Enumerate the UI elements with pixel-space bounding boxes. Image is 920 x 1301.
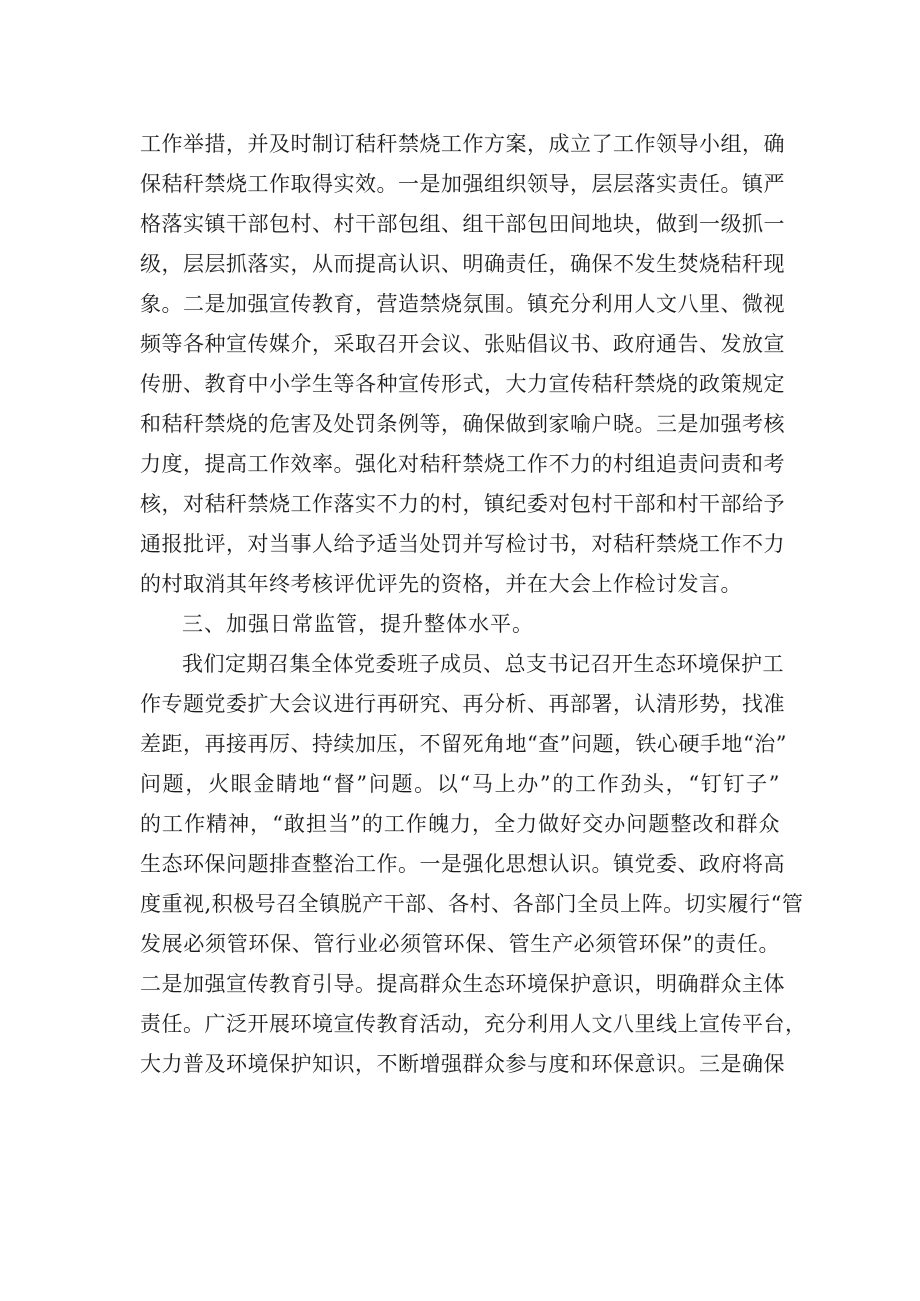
text-line: 二是加强宣传教育引导。提高群众生态环境保护意识，明确群众主体 [140,972,785,996]
paragraph-daily-supervision [140,644,807,1084]
text-line: 差距，再接再厉、持续加压，不留死角地“查”问题，铁心硬手地“治” [140,732,787,756]
text-line: 频等各种宣传媒介，采取召开会议、张贴倡议书、政府通告、发放宣 [140,332,785,356]
text-line: 核，对秸秆禁烧工作落实不力的村，镇纪委对包村干部和村干部给予 [140,492,785,516]
text-line: 责任。广泛开展环境宣传教育活动，充分利用人文八里线上宣传平台， [140,1012,807,1036]
text-line: 大力普及环境保护知识，不断增强群众参与度和环保意识。三是确保 [140,1052,785,1076]
text-line: 作专题党委扩大会议进行再研究、再分析、再部署，认清形势，找准 [140,692,785,716]
paragraph-straw-burning-measures [140,124,785,604]
text-line: 我们定期召集全体党委班子成员、总支书记召开生态环境保护工 [182,652,784,676]
text-line: 发展必须管环保、管行业必须管环保、管生产必须管环保”的责任。 [140,932,780,956]
text-line: 的村取消其年终考核评优评先的资格，并在大会上作检讨发言。 [140,572,742,596]
text-line: 和秸秆禁烧的危害及处罚条例等，确保做到家喻户晓。三是加强考核 [140,412,785,436]
section-heading-3: 三、加强日常监管，提升整体水平。 [182,612,534,636]
text-line: 度重视,积极号召全镇脱产干部、各村、各部门全员上阵。切实履行“管 [140,892,804,916]
text-line: 力度，提高工作效率。强化对秸秆禁烧工作不力的村组追责问责和考 [140,452,785,476]
text-line: 保秸秆禁烧工作取得实效。一是加强组织领导，层层落实责任。镇严 [140,172,785,196]
text-line: 象。二是加强宣传教育，营造禁烧氛围。镇充分利用人文八里、微视 [140,292,785,316]
text-line: 工作举措，并及时制订秸秆禁烧工作方案，成立了工作领导小组，确 [140,132,785,156]
text-line: 通报批评，对当事人给予适当处罚并写检讨书，对秸秆禁烧工作不力 [140,532,785,556]
text-line: 格落实镇干部包村、村干部包组、组干部包田间地块，做到一级抓一 [140,212,785,236]
text-line: 传册、教育中小学生等各种宣传形式，大力宣传秸秆禁烧的政策规定 [140,372,785,396]
text-line: 级，层层抓落实，从而提高认识、明确责任，确保不发生焚烧秸秆现 [140,252,785,276]
text-line: 生态环保问题排查整治工作。一是强化思想认识。镇党委、政府将高 [140,852,785,876]
text-line: 的工作精神，“敢担当”的工作魄力，全力做好交办问题整改和群众 [140,812,780,836]
document-body [140,124,807,1084]
text-line: 问题，火眼金睛地“督”问题。以“马上办”的工作劲头，“钉钉子” [140,772,780,796]
